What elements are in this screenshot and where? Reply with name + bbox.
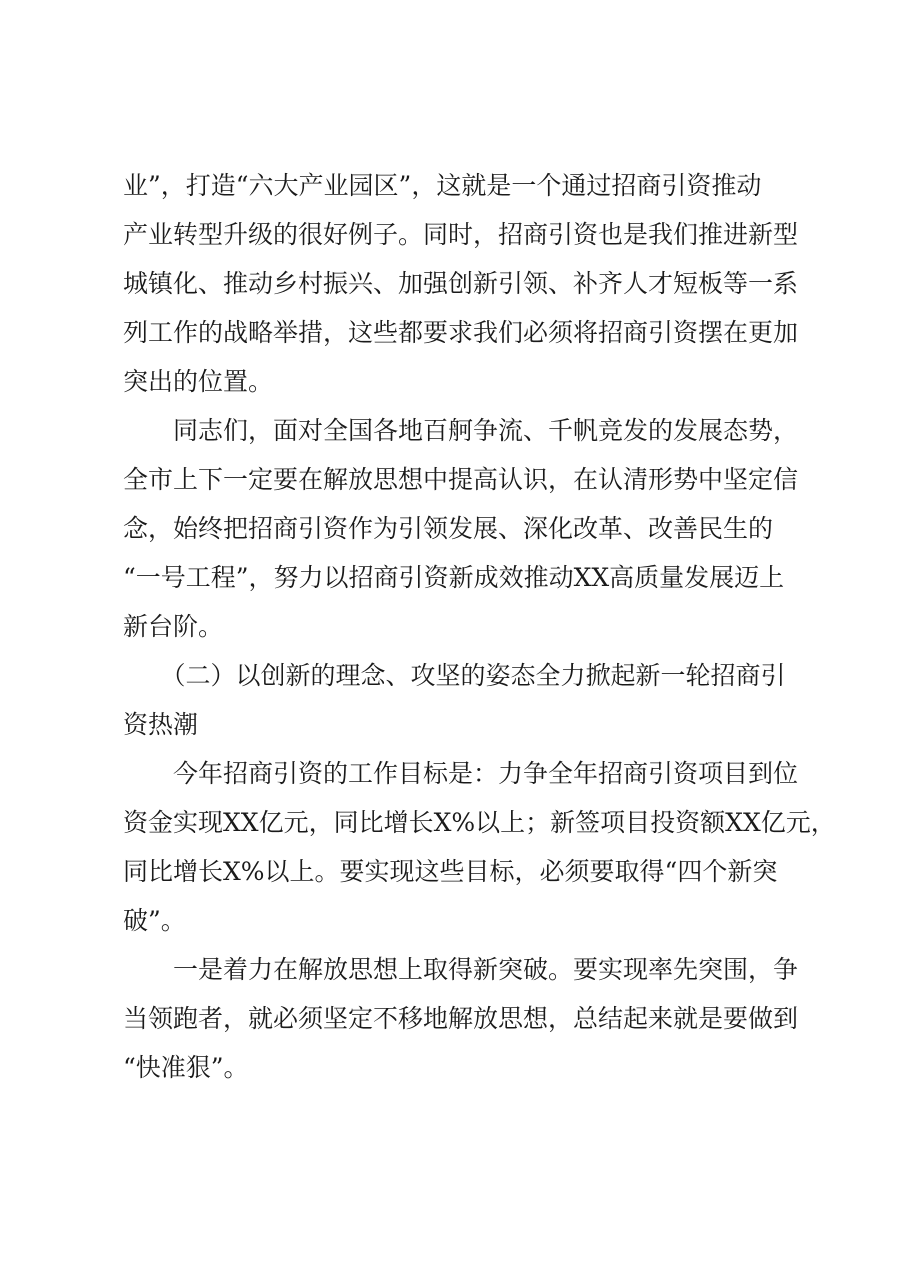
text-line: 今年招商引资的工作目标是：力争全年招商引资项目到位 [123,759,799,788]
text-line: “快准狠”。 [123,1053,249,1082]
text-line: 列工作的战略举措，这些都要求我们必须将招商引资摆在更加 [123,318,799,347]
text-line: 当领跑者，就必须坚定不移地解放思想，总结起来就是要做到 [123,1004,799,1033]
text-line: 新台阶。 [123,612,224,641]
text-line: 全市上下一定要在解放思想中提高认识，在认清形势中坚定信 [123,465,799,494]
text-line: 城镇化、推动乡村振兴、加强创新引领、补齐人才短板等一系 [123,269,799,298]
heading-line: （二）以创新的理念、攻坚的姿态全力掀起新一轮招商引 [123,661,786,690]
text-line: 产业转型升级的很好例子。同时，招商引资也是我们推进新型 [123,220,799,249]
text-line: 业”，打造“六大产业园区”，这就是一个通过招商引资推动 [123,171,762,200]
text-line: 同比增长X%以上。要实现这些目标，必须要取得“四个新突 [123,857,778,886]
text-line: 资金实现XX亿元，同比增长X%以上；新签项目投资额XX亿元， [123,808,836,837]
text-line: “一号工程”，努力以招商引资新成效推动XX高质量发展迈上 [123,563,785,592]
text-line: 一是着力在解放思想上取得新突破。要实现率先突围，争 [123,955,799,984]
text-line: 同志们，面对全国各地百舸争流、千帆竞发的发展态势， [123,416,799,445]
text-line: 突出的位置。 [123,367,274,396]
heading-line: 资热潮 [123,710,199,739]
text-line: 念，始终把招商引资作为引领发展、深化改革、改善民生的 [123,514,774,543]
text-line: 破”。 [123,906,186,935]
